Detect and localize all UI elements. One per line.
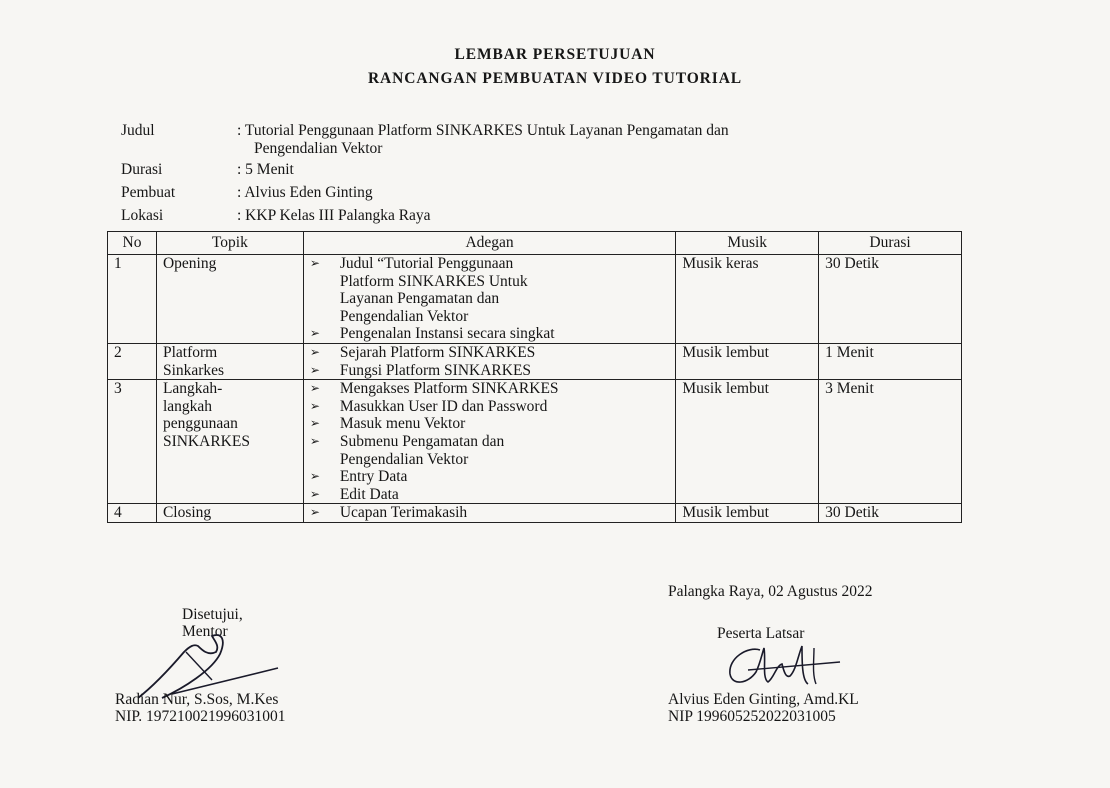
table-header-row	[108, 232, 962, 255]
header-no: No	[108, 232, 157, 255]
participant-role: Peserta Latsar	[717, 625, 805, 642]
list-item	[310, 415, 669, 433]
header-topik: Topik	[156, 232, 303, 255]
cell-topik: Langkah- langkah penggunaan SINKARKES	[156, 380, 303, 504]
list-item	[310, 504, 669, 522]
adegan-list	[310, 344, 669, 379]
adegan-text: Judul “Tutorial Penggunaan Platform SINKARKES Untuk Layanan Pengamatan dan Pengendalian Vektor	[339, 255, 528, 325]
header-adegan: Adegan	[303, 232, 675, 255]
judul-value	[237, 122, 957, 158]
arrow-bullet-icon: ➢	[309, 398, 320, 413]
lokasi-label: Lokasi	[121, 207, 164, 224]
cell-musik: Musik lembut	[676, 343, 819, 379]
list-item	[310, 325, 669, 343]
arrow-bullet-icon: ➢	[309, 326, 320, 341]
cell-topik: Opening	[156, 255, 303, 344]
arrow-bullet-icon: ➢	[309, 433, 320, 448]
header-musik: Musik	[676, 232, 819, 255]
table-row	[108, 380, 962, 504]
adegan-text: Pengenalan Instansi secara singkat	[339, 325, 555, 343]
cell-adegan	[303, 255, 675, 344]
lokasi-value: : KKP Kelas III Palangka Raya	[237, 207, 431, 224]
list-item	[310, 255, 669, 325]
place-date: Palangka Raya, 02 Agustus 2022	[668, 583, 873, 600]
arrow-bullet-icon: ➢	[309, 486, 320, 501]
adegan-text: Mengakses Platform SINKARKES	[339, 380, 559, 398]
list-item	[310, 380, 669, 398]
cell-adegan	[303, 504, 675, 523]
list-item	[310, 468, 669, 486]
cell-no: 4	[108, 504, 157, 523]
cell-durasi: 3 Menit	[819, 380, 962, 504]
adegan-text: Ucapan Terimakasih	[339, 504, 468, 522]
durasi-label: Durasi	[121, 161, 163, 178]
arrow-bullet-icon: ➢	[309, 256, 320, 270]
table-row	[108, 343, 962, 379]
scene-table	[107, 231, 962, 523]
cell-musik: Musik keras	[676, 255, 819, 344]
cell-musik: Musik lembut	[676, 504, 819, 523]
cell-adegan	[303, 380, 675, 504]
participant-name: Alvius Eden Ginting, Amd.KL	[668, 691, 859, 708]
header-durasi: Durasi	[819, 232, 962, 255]
mentor-name: Radian Nur, S.Sos, M.Kes	[115, 691, 279, 708]
arrow-bullet-icon: ➢	[309, 505, 320, 520]
approval-label: Disetujui,	[182, 606, 243, 623]
adegan-text: Submenu Pengamatan dan Pengendalian Vektor	[339, 432, 505, 468]
adegan-list	[310, 504, 669, 522]
cell-topik: Platform Sinkarkes	[156, 343, 303, 379]
cell-topik: Closing	[156, 504, 303, 523]
adegan-text: Masukkan User ID dan Password	[339, 397, 548, 415]
adegan-text: Entry Data	[339, 468, 408, 486]
list-item	[310, 344, 669, 362]
cell-musik: Musik lembut	[676, 380, 819, 504]
durasi-value: : 5 Menit	[237, 161, 294, 178]
list-item	[310, 433, 669, 468]
cell-durasi: 1 Menit	[819, 343, 962, 379]
cell-durasi: 30 Detik	[819, 504, 962, 523]
cell-adegan	[303, 343, 675, 379]
arrow-bullet-icon: ➢	[309, 362, 320, 377]
judul-label: Judul	[121, 122, 155, 139]
adegan-text: Sejarah Platform SINKARKES	[339, 343, 536, 361]
arrow-bullet-icon: ➢	[309, 469, 320, 484]
judul-value-line1: : Tutorial Penggunaan Platform SINKARKES Untuk Layanan Pengamatan dan	[237, 122, 729, 139]
list-item	[310, 362, 669, 380]
adegan-text: Masuk menu Vektor	[339, 415, 466, 433]
arrow-bullet-icon: ➢	[309, 381, 320, 396]
table-row	[108, 255, 962, 344]
cell-no: 1	[108, 255, 157, 344]
arrow-bullet-icon: ➢	[309, 416, 320, 431]
adegan-text: Fungsi Platform SINKARKES	[339, 361, 532, 379]
mentor-nip: NIP. 197210021996031001	[115, 708, 286, 725]
table-row	[108, 504, 962, 523]
document-subtitle: RANCANGAN PEMBUATAN VIDEO TUTORIAL	[367, 70, 743, 87]
judul-value-line2: Pengendalian Vektor	[254, 140, 383, 157]
cell-no: 3	[108, 380, 157, 504]
participant-nip: NIP 199605252022031005	[668, 708, 836, 725]
adegan-text: Edit Data	[339, 485, 399, 503]
adegan-list	[310, 255, 669, 343]
list-item	[310, 398, 669, 416]
document-title: LEMBAR PERSETUJUAN	[454, 46, 656, 63]
pembuat-value: : Alvius Eden Ginting	[237, 184, 373, 201]
mentor-label: Mentor	[182, 623, 228, 640]
adegan-list	[310, 380, 669, 503]
cell-durasi: 30 Detik	[819, 255, 962, 344]
pembuat-label: Pembuat	[121, 184, 176, 201]
cell-no: 2	[108, 343, 157, 379]
list-item	[310, 486, 669, 504]
participant-signature	[718, 640, 848, 695]
arrow-bullet-icon: ➢	[309, 344, 320, 359]
